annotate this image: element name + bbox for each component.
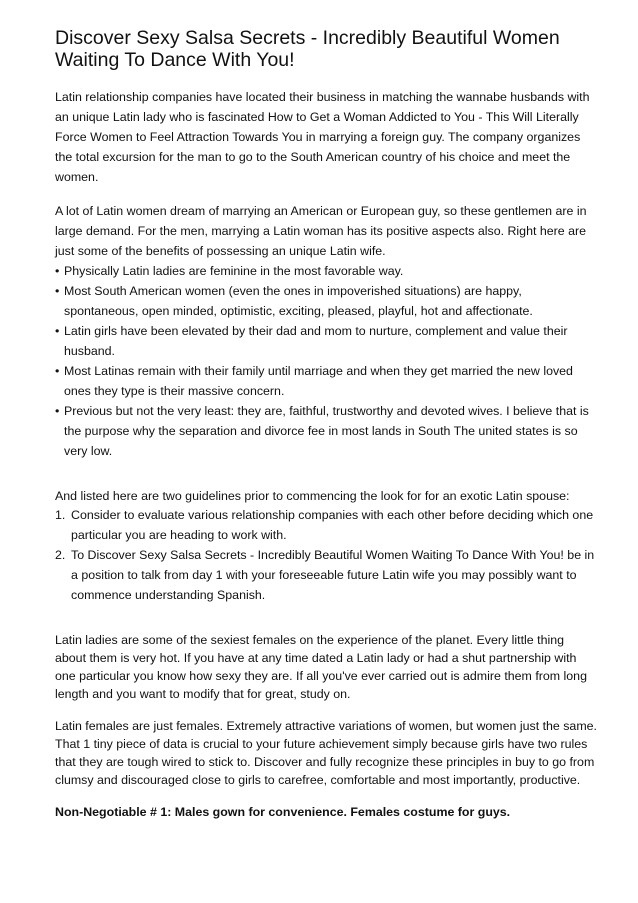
guidelines-list [55, 505, 598, 605]
list-number: 2. [55, 548, 66, 562]
bullet-mark: • [55, 364, 60, 378]
list-item-text: Most Latinas remain with their family until marriage and when they get married the new loved ones they type is their massive concern. [64, 364, 573, 398]
bullet-mark: • [55, 404, 60, 418]
list-item [55, 261, 598, 281]
list-item [55, 321, 598, 361]
paragraph-guidelines-intro: And listed here are two guidelines prior to commencing the look for for an exotic Latin spouse: [55, 489, 570, 503]
list-number: 1. [55, 508, 66, 522]
paragraph-just-females: Latin females are just females. Extremely attractive variations of women, but women just the same. That 1 tiny piece of data is crucial to your future achievement simply because girls have two rules that they are tough wired to stick to. Discover and fully recognize these principles in buy to go from clumsy and discouraged close to girls to carefree, comfortable and most importantly, productive. [55, 719, 597, 787]
list-item-text: Consider to evaluate various relationship companies with each other before deciding which one particular you are heading to work with. [71, 508, 594, 542]
list-item-text: To Discover Sexy Salsa Secrets - Incredibly Beautiful Women Waiting To Dance With You! be in a position to talk from day 1 with your foreseeable future Latin wife you may possibly want to commence understanding Spanish. [71, 548, 595, 602]
list-item [55, 401, 598, 461]
bullet-mark: • [55, 284, 60, 298]
spacer [55, 605, 598, 631]
spacer [55, 789, 598, 803]
list-item [55, 361, 598, 401]
spacer [55, 461, 598, 487]
spacer [55, 187, 598, 201]
list-item [55, 281, 598, 321]
page-title: Discover Sexy Salsa Secrets - Incredibly Beautiful Women Waiting To Dance With You! [55, 27, 560, 71]
benefits-list [55, 261, 598, 461]
paragraph-rule-one: Non-Negotiable # 1: Males gown for convenience. Females costume for guys. [55, 805, 511, 819]
paragraph-sexiest: Latin ladies are some of the sexiest females on the experience of the planet. Every little thing about them is very hot. If you have at any time dated a Latin lady or had a shut partnership with one particular you know how sexy they are. If all you've ever carried out is admire them from long length and you want to modify that for great, study on. [55, 633, 587, 701]
list-item-text: Most South American women (even the ones in impoverished situations) are happy, spontaneous, open minded, optimistic, exciting, pleased, playful, hot and affectionate. [64, 284, 533, 318]
paragraph-benefits-intro: A lot of Latin women dream of marrying an American or European guy, so these gentlemen are in large demand. For the men, marrying a Latin woman has its positive aspects also. Right here are just some of the benefits of possessing an unique Latin wife. [55, 204, 587, 258]
paragraph-intro: Latin relationship companies have located their business in matching the wannabe husbands with an unique Latin lady who is fascinated How to Get a Woman Addicted to You - This Will Literally Force Women to Feel Attraction Towards You in marrying a foreign guy. The company organizes the total excursion for the man to go to the South American country of his choice and meet the women. [55, 90, 590, 184]
bullet-mark: • [55, 324, 60, 338]
bullet-mark: • [55, 264, 60, 278]
list-item [55, 545, 598, 605]
list-item-text: Previous but not the very least: they are, faithful, trustworthy and devoted wives. I believe that is the purpose why the separation and divorce fee in most lands in South The united states is so very low. [64, 404, 589, 458]
spacer [55, 703, 598, 717]
list-item-text: Physically Latin ladies are feminine in the most favorable way. [64, 264, 404, 278]
list-item [55, 505, 598, 545]
list-item-text: Latin girls have been elevated by their dad and mom to nurture, complement and value their husband. [64, 324, 568, 358]
